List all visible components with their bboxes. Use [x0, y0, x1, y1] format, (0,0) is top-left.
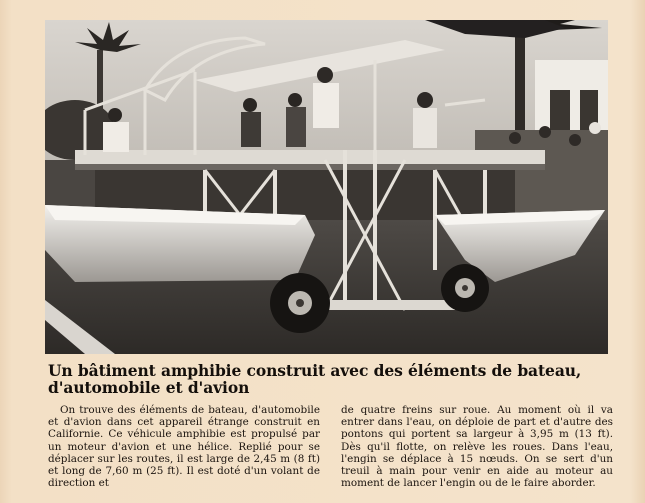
article-headline: Un bâtiment amphibie construit avec des éléments de bateau, d'automobile et d'avion: [48, 361, 582, 397]
article-column-2: de quatre freins sur roue. Au moment où il va entrer dans l'eau, on déploie de part et d'autre des pontons qui portent sa largeur à 3,95 m (13 ft). Dès qu'il flotte, on relève les roues. Dans l'eau, l'engin se déplace à 15 nœuds. On se sert d'un treuil à main pour venir en aide au moteur au moment de lancer l'engin ou de le faire aborder.: [341, 404, 613, 490]
amphibious-vehicle-photo: [45, 20, 608, 354]
article-column-1: On trouve des éléments de bateau, d'automobile et d'avion dans cet appareil étrange construit en Californie. Ce véhicule amphibie est propulsé par un moteur d'avion et une hélice. Replié pour se déplacer sur les routes, il est large de 2,45 m (8 ft) et long de 7,60 m (25 ft). Il est doté d'un volant de direction et: [48, 404, 320, 490]
vehicle-photo-drawing: [45, 20, 608, 354]
article-body: [48, 404, 613, 500]
